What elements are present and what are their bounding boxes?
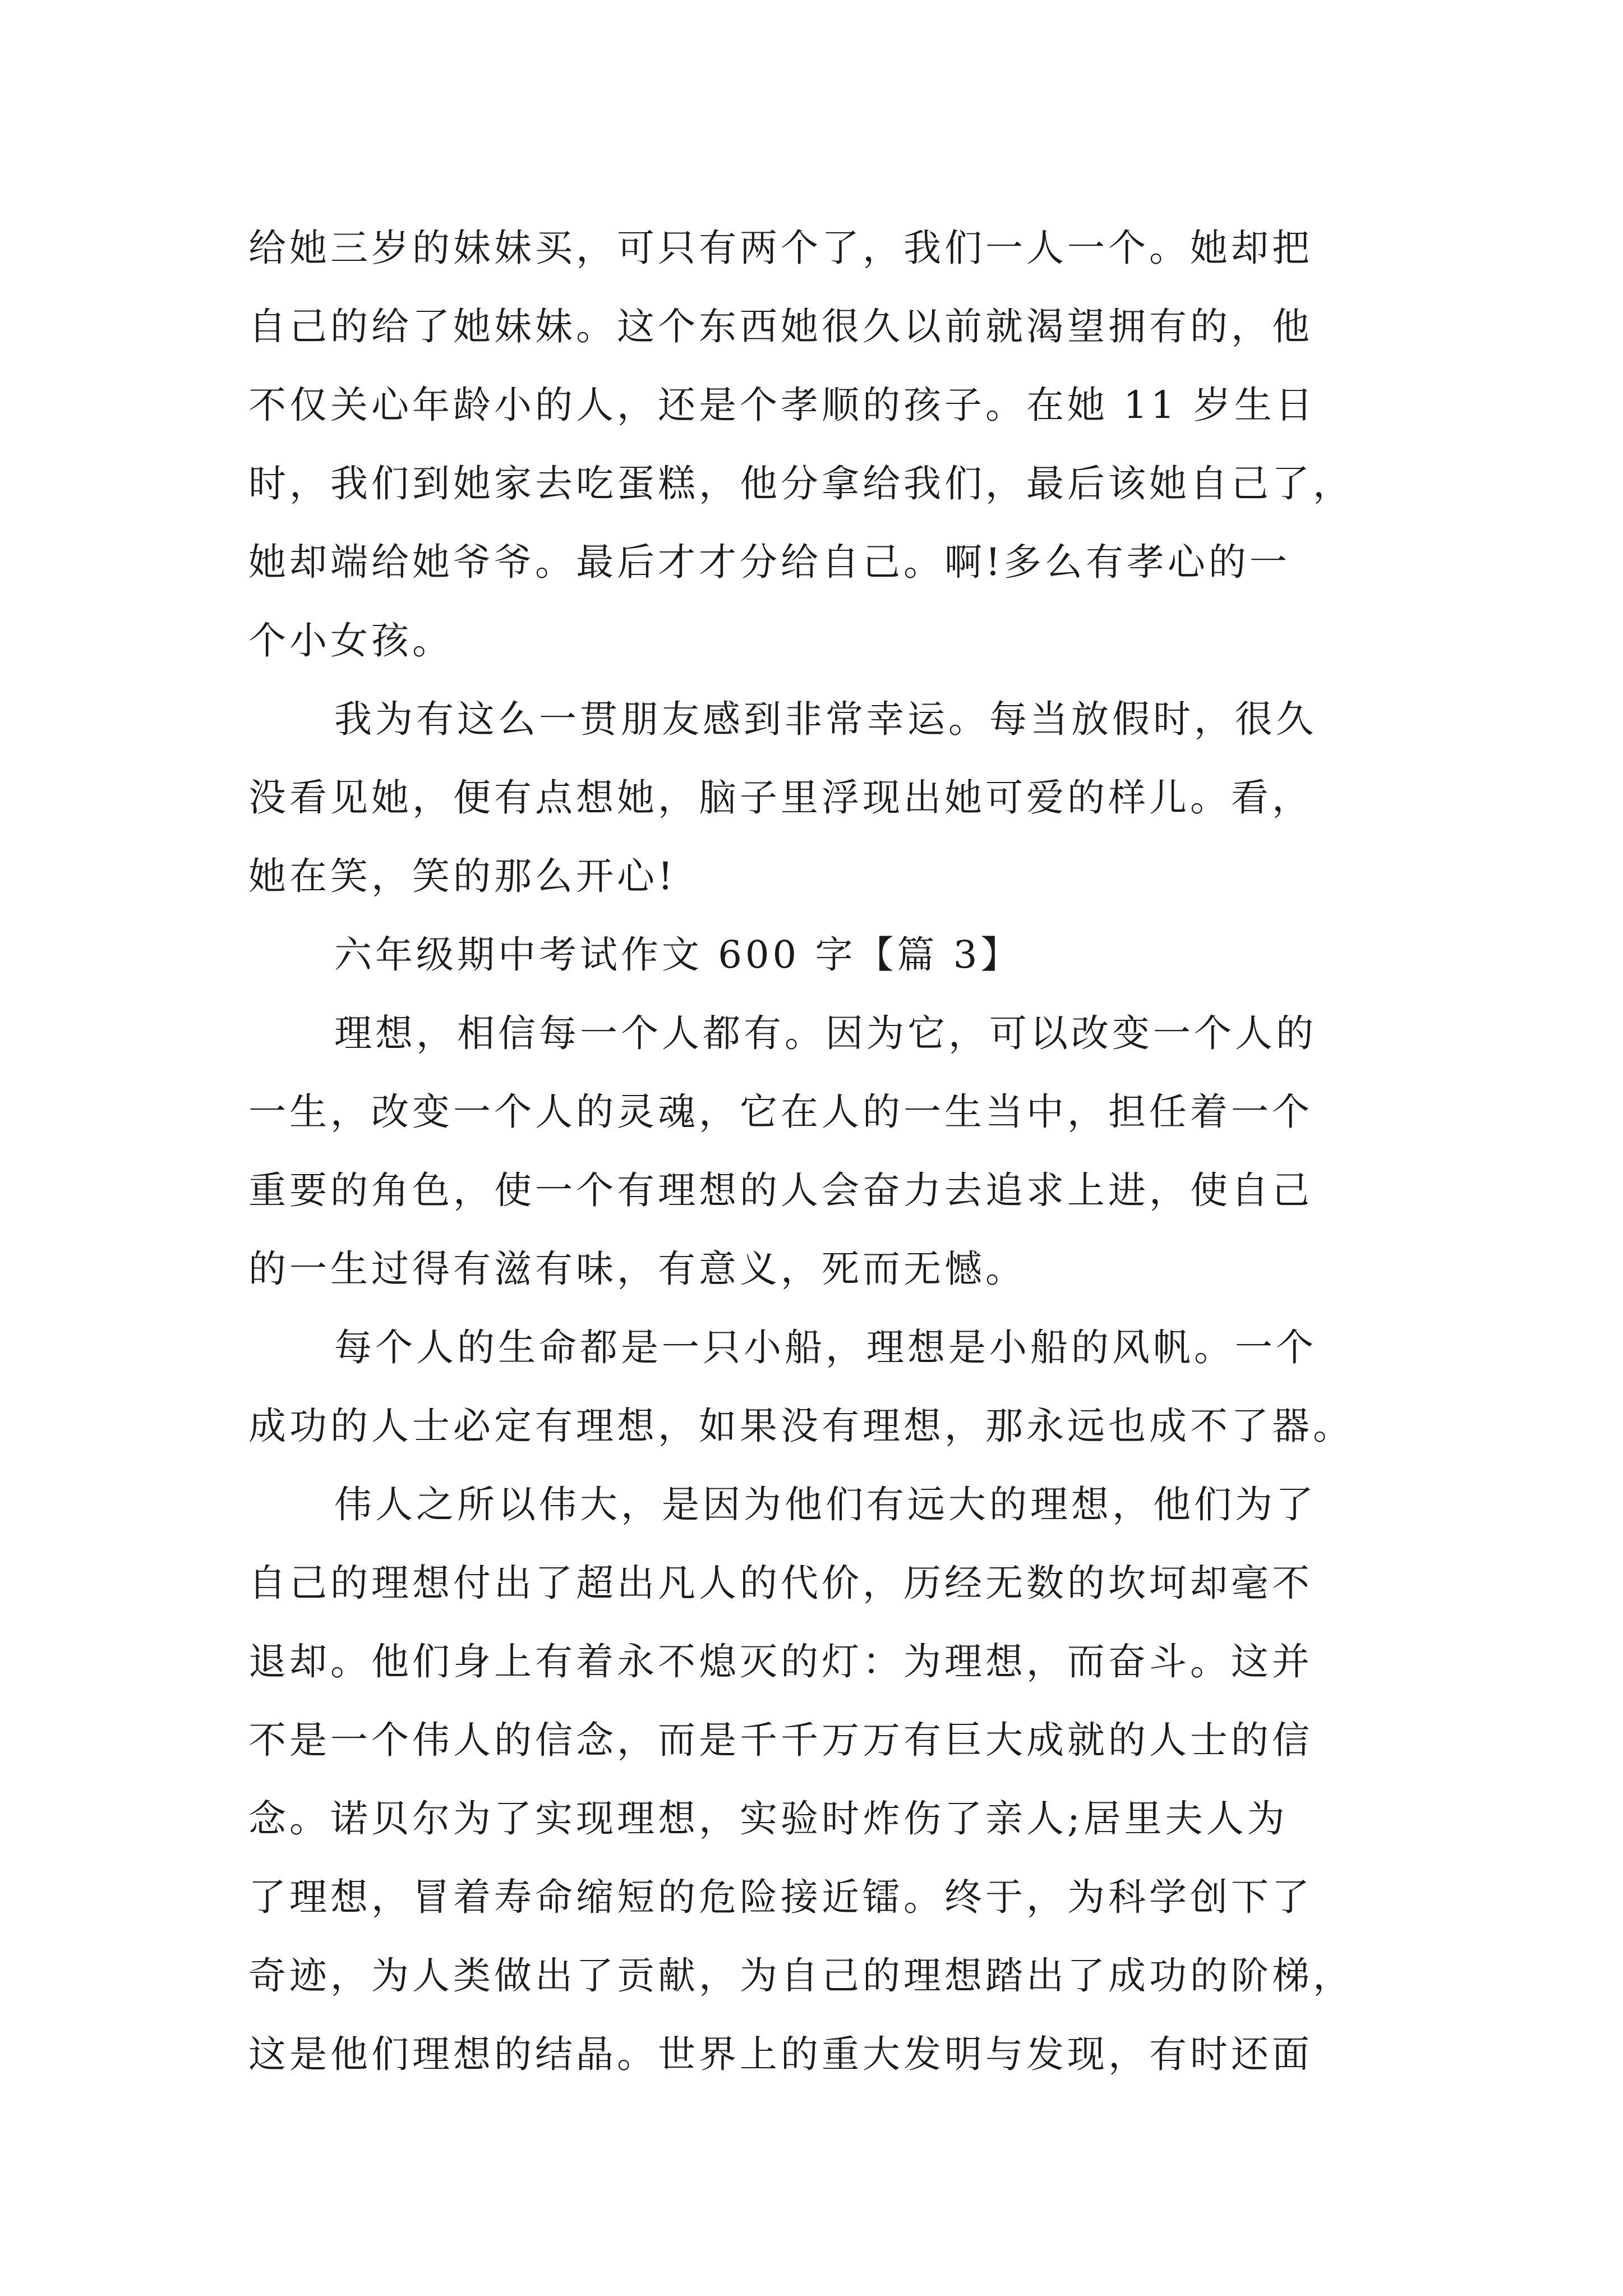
text-line: 的一生过得有滋有味，有意义，死而无憾。 — [248, 1247, 1026, 1291]
text-line: 一生，改变一个人的灵魂，它在人的一生当中，担任着一个 — [248, 1090, 1313, 1134]
text-line: 不仅关心年龄小的人，还是个孝顺的孩子。在她 11 岁生日 — [248, 383, 1316, 427]
text-line: 个小女孩。 — [248, 619, 453, 662]
text-line: 我为有这么一贯朋友感到非常幸运。每当放假时，很久 — [334, 697, 1317, 741]
text-line: 时，我们到她家去吃蛋糕，他分拿给我们，最后该她自己了， — [248, 462, 1354, 505]
text-line: 六年级期中考试作文 600 字【篇 3】 — [334, 933, 1022, 977]
text-line: 念。诺贝尔为了实现理想，实验时炸伤了亲人;居里夫人为 — [248, 1797, 1288, 1841]
text-line: 理想，相信每一个人都有。因为它，可以改变一个人的 — [334, 1011, 1317, 1055]
text-line: 退却。他们身上有着永不熄灭的灯：为理想，而奋斗。这并 — [248, 1640, 1313, 1683]
text-line: 没看见她，便有点想她，脑子里浮现出她可爱的样儿。看， — [248, 776, 1313, 820]
text-line: 奇迹，为人类做出了贡献，为自己的理想踏出了成功的阶梯， — [248, 1954, 1354, 1998]
text-line: 重要的角色，使一个有理想的人会奋力去追求上进，使自己 — [248, 1168, 1313, 1212]
text-line: 自己的理想付出了超出凡人的代价，历经无数的坎坷却毫不 — [248, 1561, 1313, 1605]
text-line: 伟人之所以伟大，是因为他们有远大的理想，他们为了 — [334, 1483, 1317, 1526]
text-line: 她却端给她爷爷。最后才才分给自己。啊!多么有孝心的一 — [248, 540, 1290, 584]
essay-body — [248, 209, 1393, 2093]
text-line: 这是他们理想的结晶。世界上的重大发明与发现，有时还面 — [248, 2032, 1313, 2076]
text-line: 每个人的生命都是一只小船，理想是小船的风帆。一个 — [334, 1326, 1317, 1369]
text-line: 不是一个伟人的信念，而是千千万万有巨大成就的人士的信 — [248, 1718, 1313, 1762]
text-line: 给她三岁的妹妹买，可只有两个了，我们一人一个。她却把 — [248, 226, 1313, 270]
text-line: 成功的人士必定有理想，如果没有理想，那永远也成不了器。 — [248, 1404, 1354, 1448]
text-line: 她在笑，笑的那么开心! — [248, 854, 676, 898]
text-line: 自己的给了她妹妹。这个东西她很久以前就渴望拥有的，他 — [248, 305, 1313, 348]
text-line: 了理想，冒着寿命缩短的危险接近镭。终于，为科学创下了 — [248, 1875, 1313, 1919]
